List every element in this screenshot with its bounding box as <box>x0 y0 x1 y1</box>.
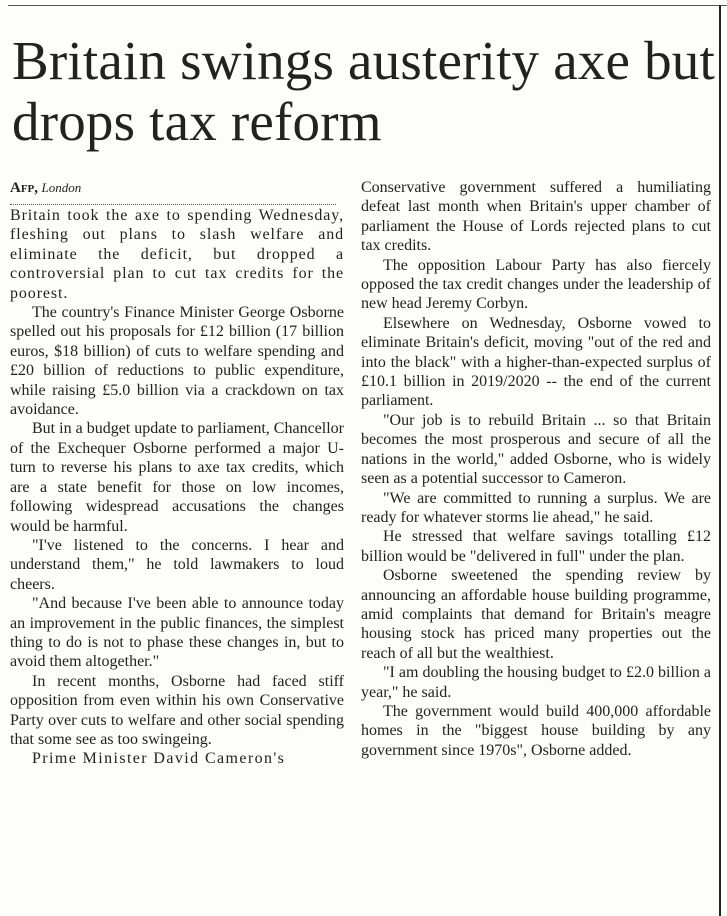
paragraph: He stressed that welfare savings totalling £12 billion would be "delivered in full" under the plan. <box>361 528 711 565</box>
paragraph: The opposition Labour Party has also fiercely opposed the tax credit changes under the leadership of new head Jeremy Corbyn. <box>361 256 711 313</box>
paragraph: The government would build 400,000 affordable homes in the "biggest house building by any government since 1970s", Osborne added. <box>361 702 711 759</box>
top-rule <box>8 5 727 6</box>
paragraph: Britain took the axe to spending Wednesday, fleshing out plans to slash welfare and eliminate the deficit, but dropped a controversial plan to cut tax credits for the poorest. <box>10 207 344 302</box>
byline-dotted-rule <box>10 204 336 205</box>
paragraph: "I've listened to the concerns. I hear and understand them," he told lawmakers to loud cheers. <box>10 536 344 593</box>
paragraph: Osborne sweetened the spending review by announcing an affordable house building programme, amid complaints that demand for Britain's meagre housing stock has priced many properties out the reach of all but the wealthiest. <box>361 567 711 662</box>
paragraph: But in a budget update to parliament, Chancellor of the Exchequer Osborne performed a major U-turn to reverse his plans to axe tax credits, which are a state benefit for those on low incomes, following widespread accusations the changes would be harmful. <box>10 420 344 535</box>
paragraph: Elsewhere on Wednesday, Osborne vowed to eliminate Britain's deficit, moving "out of the red and into the black" with a higher-than-expected surplus of £10.1 billion in 2019/2020 -- the end of the current parliament. <box>361 314 711 410</box>
right-column <box>361 178 711 760</box>
paragraph: In recent months, Osborne had faced stiff opposition from even within his own Conservative Party over cuts to welfare and other social spending that some see as too swingeing. <box>10 672 344 748</box>
headline: Britain swings austerity axe but drops tax reform <box>12 30 715 152</box>
byline <box>10 180 81 197</box>
byline-agency: Afp, <box>10 180 39 196</box>
paragraph: The country's Finance Minister George Osborne spelled out his proposals for £12 billion (17 billion euros, $18 billion) of cuts to welfare spending and £20 billion of reductions to public expenditure, while raising £5.0 billion via a crackdown on tax avoidance. <box>10 304 344 419</box>
paragraph: "We are committed to running a surplus. We are ready for whatever storms lie ahead," he said. <box>361 489 711 526</box>
paragraph: Conservative government suffered a humiliating defeat last month when Britain's upper chamber of parliament the House of Lords rejected plans to cut tax credits. <box>361 179 711 255</box>
left-column <box>10 206 344 769</box>
paragraph: "Our job is to rebuild Britain ... so that Britain becomes the most prosperous and secure of all the nations in the world," added Osborne, who is widely seen as a potential successor to Cameron. <box>361 411 711 488</box>
paragraph: Prime Minister David Cameron's <box>32 750 286 768</box>
byline-location: London <box>41 180 82 195</box>
column-edge-rule <box>719 5 721 916</box>
paragraph: "And because I've been able to announce today an improvement in the public finances, the simplest thing to do is not to phase these changes in, but to avoid them altogether." <box>10 595 344 671</box>
paragraph: "I am doubling the housing budget to £2.0 billion a year," he said. <box>361 664 711 701</box>
